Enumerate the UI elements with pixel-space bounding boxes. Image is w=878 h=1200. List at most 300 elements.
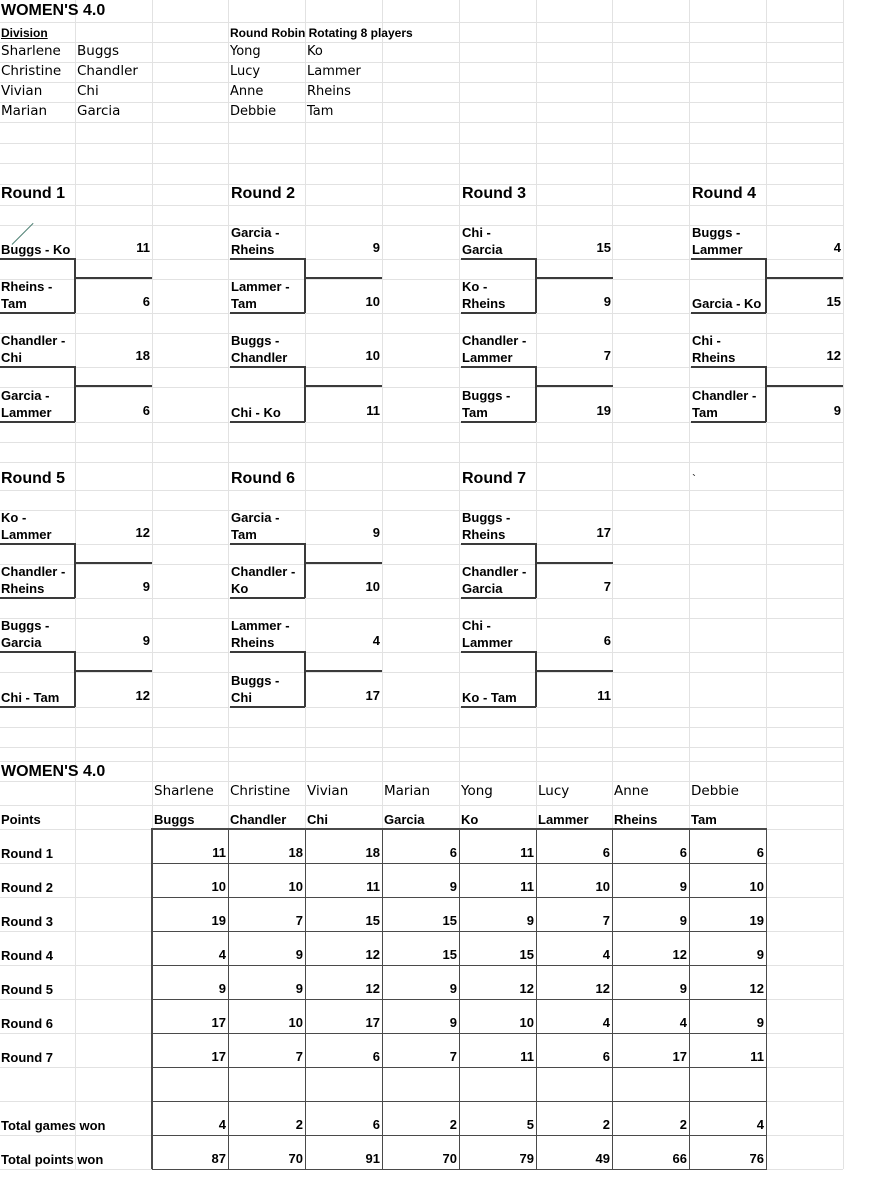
bracket-line xyxy=(535,366,537,422)
player-first-name: Vivian xyxy=(1,83,43,99)
table-cell xyxy=(536,1033,613,1068)
cell-value: 15 xyxy=(442,913,457,928)
cell-value: 19 xyxy=(211,913,226,928)
summary-title: WOMEN'S 4.0 xyxy=(1,763,106,780)
gridline-horizontal xyxy=(0,781,843,782)
cell-value: 9 xyxy=(449,981,457,996)
cell-value: 9 xyxy=(679,913,687,928)
gridline-horizontal xyxy=(0,163,843,164)
table-cell xyxy=(536,897,613,932)
bracket-line xyxy=(461,651,536,653)
cell-value: 17 xyxy=(211,1049,226,1064)
cell-value: 6 xyxy=(679,845,687,860)
table-cell xyxy=(228,863,306,898)
table-cell xyxy=(228,965,306,1000)
match-pairing-line: Rheins xyxy=(231,635,275,650)
match-score: 9 xyxy=(833,403,841,418)
match-score: 15 xyxy=(596,240,611,255)
table-cell xyxy=(689,999,767,1034)
player-first-name: Sharlene xyxy=(1,43,61,59)
player-first-name: Anne xyxy=(230,84,264,99)
match-pairing-line: Tam xyxy=(1,296,27,311)
match-score: 9 xyxy=(142,633,150,648)
match-pairing-line: Chandler - xyxy=(462,333,527,348)
match-pairing-line: Lammer xyxy=(1,527,52,542)
bracket-line xyxy=(230,312,305,314)
table-cell xyxy=(612,965,690,1000)
table-cell xyxy=(228,931,306,966)
bracket-line xyxy=(0,597,75,599)
bracket-line xyxy=(305,670,382,672)
cell-value: 2 xyxy=(449,1117,457,1132)
match-pairing-line: Buggs - xyxy=(462,510,511,525)
points-label: Points xyxy=(1,812,41,827)
gridline-horizontal xyxy=(0,510,843,511)
cell-value: 7 xyxy=(295,1049,303,1064)
player-last-name-header: Ko xyxy=(461,812,479,827)
player-last-name: Tam xyxy=(307,104,334,119)
gridline-horizontal xyxy=(0,22,843,23)
round-title: Round 4 xyxy=(692,185,756,202)
cell-value: 18 xyxy=(288,845,303,860)
match-score: 18 xyxy=(135,348,150,363)
match-pairing-line: Garcia - xyxy=(231,510,280,525)
match-score: 9 xyxy=(372,525,380,540)
gridline-horizontal xyxy=(0,82,843,83)
cell-value: 15 xyxy=(442,947,457,962)
table-cell xyxy=(536,931,613,966)
match-pairing xyxy=(1,563,65,597)
match-score: 4 xyxy=(833,240,841,255)
bracket-line xyxy=(230,366,305,368)
match-pairing-line: Lammer - xyxy=(231,618,290,633)
match-pairing-line: Buggs - xyxy=(231,333,280,348)
match-score: 17 xyxy=(365,688,380,703)
match-pairing-line: Chi xyxy=(231,690,252,705)
player-first-name-header: Christine xyxy=(230,783,291,799)
player-first-name-header: Lucy xyxy=(538,783,570,799)
round-title: Round 5 xyxy=(1,470,65,487)
player-first-name-header: Debbie xyxy=(691,783,739,799)
row-label: Total games won xyxy=(1,1118,106,1133)
match-score: 6 xyxy=(142,403,150,418)
cell-value: 2 xyxy=(602,1117,610,1132)
cell-value: 49 xyxy=(595,1151,610,1166)
cell-value: 9 xyxy=(679,981,687,996)
cell-value: 9 xyxy=(295,981,303,996)
table-cell xyxy=(152,931,229,966)
table-cell xyxy=(305,1067,383,1102)
cell-value: 11 xyxy=(520,1049,534,1064)
match-pairing-line: Rheins xyxy=(462,527,506,542)
player-first-name-header: Sharlene xyxy=(154,783,214,799)
match-pairing-line: Chi - Ko xyxy=(231,405,281,420)
table-cell xyxy=(612,1101,690,1136)
table-cell xyxy=(305,965,383,1000)
cell-value: 18 xyxy=(365,845,380,860)
match-pairing-line: Chi - xyxy=(692,333,721,348)
gridline-horizontal xyxy=(0,462,843,463)
bracket-line xyxy=(304,366,306,422)
table-cell xyxy=(689,897,767,932)
gridline-horizontal xyxy=(0,205,843,206)
round-title: Round 2 xyxy=(231,185,295,202)
bracket-line xyxy=(765,258,767,313)
player-last-name-header: Garcia xyxy=(384,812,425,827)
table-cell xyxy=(536,1067,613,1102)
gridline-horizontal xyxy=(0,761,843,762)
cell-value: 76 xyxy=(749,1151,764,1166)
table-cell xyxy=(382,863,460,898)
table-cell xyxy=(382,1101,460,1136)
match-score: 11 xyxy=(597,688,611,703)
round-title: Round 1 xyxy=(1,185,65,202)
match-pairing-line: Tam xyxy=(462,405,488,420)
table-cell xyxy=(689,829,767,864)
table-cell xyxy=(228,1067,306,1102)
bracket-line xyxy=(230,651,305,653)
cell-value: 9 xyxy=(449,879,457,894)
bracket-line xyxy=(74,366,76,422)
match-pairing-line: Garcia xyxy=(1,635,42,650)
bracket-line xyxy=(230,706,305,708)
match-pairing xyxy=(231,563,295,597)
gridline-horizontal xyxy=(0,143,843,144)
cell-value: 70 xyxy=(288,1151,303,1166)
table-cell xyxy=(459,1067,537,1102)
table-cell xyxy=(689,1067,767,1102)
match-score: 12 xyxy=(135,688,150,703)
player-last-name: Chi xyxy=(77,83,99,99)
bracket-line xyxy=(0,312,75,314)
row-label: Round 5 xyxy=(1,982,53,997)
cell-value: 91 xyxy=(365,1151,380,1166)
player-last-name: Buggs xyxy=(77,43,119,59)
table-cell xyxy=(152,1067,229,1102)
row-label: Round 4 xyxy=(1,948,53,963)
cell-value: 9 xyxy=(218,981,226,996)
row-label: Total points won xyxy=(1,1152,104,1167)
match-pairing-line: Ko - xyxy=(1,510,27,525)
match-pairing-line: Buggs - xyxy=(692,225,741,240)
player-first-name-header: Vivian xyxy=(307,783,349,799)
match-pairing-line: Tam xyxy=(231,527,257,542)
round-title: Round 7 xyxy=(462,470,526,487)
gridline-horizontal xyxy=(0,490,843,491)
match-score: 7 xyxy=(603,348,611,363)
match-pairing xyxy=(692,295,761,312)
bracket-line xyxy=(0,421,75,423)
table-cell xyxy=(382,897,460,932)
match-pairing xyxy=(1,689,59,706)
match-score: 17 xyxy=(596,525,611,540)
match-score: 15 xyxy=(826,294,841,309)
bracket-line xyxy=(536,385,613,387)
table-cell xyxy=(536,999,613,1034)
player-last-name: Ko xyxy=(307,44,323,59)
match-pairing-line: Tam xyxy=(231,296,257,311)
row-label: Round 6 xyxy=(1,1016,53,1031)
cell-value: 9 xyxy=(449,1015,457,1030)
bracket-line xyxy=(765,366,767,422)
player-last-name-header: Buggs xyxy=(154,812,195,827)
table-cell xyxy=(536,1101,613,1136)
table-cell xyxy=(612,1135,690,1170)
match-pairing-line: Buggs - xyxy=(231,673,280,688)
cell-value: 79 xyxy=(519,1151,534,1166)
cell-value: 17 xyxy=(365,1015,380,1030)
table-cell xyxy=(382,1135,460,1170)
match-score: 7 xyxy=(603,579,611,594)
cell-value: 4 xyxy=(679,1015,687,1030)
table-cell xyxy=(689,965,767,1000)
bracket-line xyxy=(535,258,537,313)
match-score: 9 xyxy=(603,294,611,309)
player-last-name-header: Chi xyxy=(307,812,328,827)
player-last-name-header: Lammer xyxy=(538,812,589,827)
table-cell xyxy=(689,1135,767,1170)
bracket-line xyxy=(305,562,382,564)
table-cell xyxy=(459,897,537,932)
match-pairing xyxy=(462,689,517,706)
gridline-horizontal xyxy=(0,564,843,565)
match-pairing xyxy=(1,509,52,543)
match-pairing-line: Chi - xyxy=(462,618,491,633)
cell-value: 10 xyxy=(595,879,610,894)
gridline-horizontal xyxy=(0,747,843,748)
match-pairing-line: Rheins xyxy=(692,350,736,365)
bracket-line xyxy=(74,651,76,707)
match-score: 6 xyxy=(142,294,150,309)
cell-value: 6 xyxy=(372,1049,380,1064)
table-cell xyxy=(382,999,460,1034)
cell-value: 15 xyxy=(519,947,534,962)
match-pairing xyxy=(231,509,279,543)
bracket-line xyxy=(305,385,382,387)
bracket-line xyxy=(461,597,536,599)
player-first-name: Lucy xyxy=(230,64,261,79)
table-cell xyxy=(152,1101,229,1136)
cell-value: 9 xyxy=(679,879,687,894)
cell-value: 10 xyxy=(519,1015,534,1030)
bracket-line xyxy=(230,597,305,599)
match-score: 11 xyxy=(366,403,380,418)
table-cell xyxy=(382,1067,460,1102)
match-pairing-line: Garcia xyxy=(462,581,503,596)
cell-value: 6 xyxy=(756,845,764,860)
table-cell xyxy=(382,931,460,966)
cell-value: 4 xyxy=(602,947,610,962)
gridline-horizontal xyxy=(0,707,843,708)
match-pairing-line: Chi xyxy=(1,350,22,365)
bracket-line xyxy=(0,366,75,368)
table-cell xyxy=(228,897,306,932)
cell-value: 10 xyxy=(288,879,303,894)
table-cell xyxy=(305,829,383,864)
match-pairing-line: Ko - Tam xyxy=(462,690,517,705)
cell-value: 12 xyxy=(365,981,380,996)
cell-value: 4 xyxy=(756,1117,764,1132)
bracket-line xyxy=(766,385,843,387)
table-cell xyxy=(689,863,767,898)
cell-value: 12 xyxy=(672,947,687,962)
table-cell xyxy=(228,999,306,1034)
match-pairing xyxy=(1,387,52,421)
player-last-name: Rheins xyxy=(307,84,351,99)
table-cell xyxy=(152,1135,229,1170)
table-cell xyxy=(305,1135,383,1170)
table-cell xyxy=(305,999,383,1034)
table-cell xyxy=(305,1101,383,1136)
table-cell xyxy=(689,931,767,966)
table-cell xyxy=(612,999,690,1034)
cell-value: 7 xyxy=(295,913,303,928)
gridline-horizontal xyxy=(0,598,843,599)
table-cell xyxy=(382,829,460,864)
bracket-line xyxy=(461,258,536,260)
match-pairing xyxy=(231,617,290,651)
match-pairing xyxy=(231,404,281,421)
cell-value: 10 xyxy=(288,1015,303,1030)
cell-value: 7 xyxy=(602,913,610,928)
cell-value: 11 xyxy=(212,845,226,860)
match-pairing-line: Tam xyxy=(692,405,718,420)
table-cell xyxy=(459,999,537,1034)
match-pairing-line: Lammer xyxy=(692,242,743,257)
bracket-line xyxy=(536,562,613,564)
cell-value: 4 xyxy=(602,1015,610,1030)
match-score: 12 xyxy=(826,348,841,363)
cell-value: 5 xyxy=(526,1117,534,1132)
cell-value: 11 xyxy=(520,879,534,894)
match-pairing-line: Chi - Tam xyxy=(1,690,60,705)
bracket-line xyxy=(75,385,152,387)
row-label: Round 2 xyxy=(1,880,53,895)
bracket-line xyxy=(691,421,766,423)
match-pairing-line: Chandler - xyxy=(462,564,527,579)
gridline-horizontal xyxy=(0,672,843,673)
match-pairing xyxy=(231,224,279,258)
match-pairing xyxy=(462,224,502,258)
match-pairing-line: Rheins - xyxy=(1,279,53,294)
cell-value: 19 xyxy=(749,913,764,928)
bracket-line xyxy=(304,651,306,707)
match-score: 6 xyxy=(603,633,611,648)
match-pairing xyxy=(1,332,65,366)
match-pairing xyxy=(231,332,287,366)
gridline-horizontal xyxy=(0,544,843,545)
cell-value: 87 xyxy=(211,1151,226,1166)
match-score: 9 xyxy=(372,240,380,255)
bracket-line xyxy=(461,312,536,314)
cell-value: 11 xyxy=(520,845,534,860)
bracket-line xyxy=(461,421,536,423)
match-pairing-line: Lammer - xyxy=(231,279,290,294)
match-pairing xyxy=(231,278,290,312)
bracket-line xyxy=(461,366,536,368)
row-label: Round 3 xyxy=(1,914,53,929)
match-pairing-line: Chandler - xyxy=(231,564,296,579)
gridline-horizontal xyxy=(0,42,843,43)
match-pairing-line: Buggs - xyxy=(1,618,50,633)
cell-value: 6 xyxy=(372,1117,380,1132)
table-cell xyxy=(152,829,229,864)
bracket-line xyxy=(0,706,75,708)
cell-value: 6 xyxy=(449,845,457,860)
gridline-horizontal xyxy=(0,442,843,443)
match-score: 19 xyxy=(596,403,611,418)
table-cell xyxy=(305,897,383,932)
match-pairing-line: Ko xyxy=(231,581,249,596)
match-pairing xyxy=(462,617,513,651)
table-cell xyxy=(536,965,613,1000)
cell-value: 9 xyxy=(295,947,303,962)
match-pairing xyxy=(692,224,743,258)
player-first-name: Debbie xyxy=(230,104,277,119)
bracket-line xyxy=(304,258,306,313)
match-pairing-line: Ko - xyxy=(462,279,488,294)
bracket-line xyxy=(304,543,306,598)
bracket-line xyxy=(691,312,766,314)
match-pairing-line: Chi - xyxy=(462,225,491,240)
match-pairing-line: Garcia - xyxy=(1,388,50,403)
table-cell xyxy=(228,1101,306,1136)
match-pairing-line: Chandler - xyxy=(1,564,66,579)
table-cell xyxy=(228,829,306,864)
match-pairing xyxy=(692,332,735,366)
cell-value: 4 xyxy=(218,947,226,962)
bracket-line xyxy=(305,277,382,279)
cell-value: 7 xyxy=(449,1049,457,1064)
match-score: 10 xyxy=(365,579,380,594)
match-pairing xyxy=(231,672,279,706)
bracket-line xyxy=(230,543,305,545)
bracket-line xyxy=(74,258,76,313)
cell-value: 66 xyxy=(672,1151,687,1166)
table-cell xyxy=(152,965,229,1000)
gridline-horizontal xyxy=(0,652,843,653)
table-cell xyxy=(152,897,229,932)
table-cell xyxy=(689,1101,767,1136)
gridline-horizontal xyxy=(0,102,843,103)
cell-value: 10 xyxy=(749,879,764,894)
table-cell xyxy=(612,829,690,864)
bracket-line xyxy=(74,543,76,598)
table-cell xyxy=(459,1135,537,1170)
table-cell xyxy=(459,1033,537,1068)
table-cell xyxy=(152,999,229,1034)
bracket-line xyxy=(75,670,152,672)
match-pairing-line: Garcia - xyxy=(231,225,280,240)
player-last-name: Garcia xyxy=(77,103,121,119)
cell-value: 12 xyxy=(595,981,610,996)
match-score: 10 xyxy=(365,348,380,363)
row-label: Round 7 xyxy=(1,1050,53,1065)
table-cell xyxy=(459,1101,537,1136)
match-pairing-line: Chandler xyxy=(231,350,288,365)
table-cell xyxy=(382,965,460,1000)
match-pairing xyxy=(1,617,49,651)
match-pairing-line: Lammer xyxy=(462,350,513,365)
bracket-line xyxy=(536,670,613,672)
format-label: Round Robin Rotating 8 players xyxy=(230,26,413,40)
table-cell xyxy=(612,931,690,966)
bracket-line xyxy=(461,543,536,545)
table-cell xyxy=(612,897,690,932)
match-pairing-line: Lammer xyxy=(462,635,513,650)
table-cell xyxy=(536,1135,613,1170)
bracket-line xyxy=(0,543,75,545)
